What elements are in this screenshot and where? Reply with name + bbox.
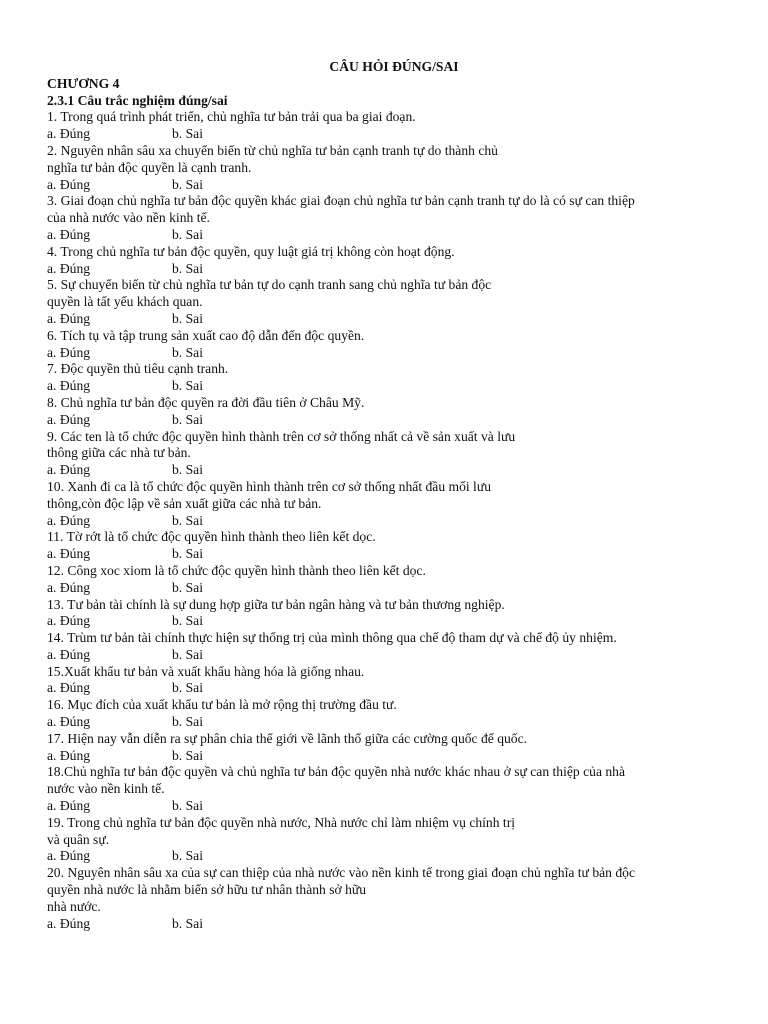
option-true: a. Đúng xyxy=(47,680,91,696)
question-text: 12. Công xoc xiom là tổ chức độc quyền hình thành theo liên kết dọc. xyxy=(47,562,426,578)
answer-options xyxy=(47,714,727,731)
option-true: a. Đúng xyxy=(47,176,91,192)
answer-options xyxy=(47,345,727,362)
option-false: b. Sai xyxy=(172,579,203,595)
question-item xyxy=(47,143,727,193)
answer-options xyxy=(47,177,727,194)
question-text: 6. Tích tụ và tập trung sản xuất cao độ dẫn đến độc quyền. xyxy=(47,327,365,343)
option-false: b. Sai xyxy=(172,411,203,427)
question-item xyxy=(47,244,727,278)
question-text: 17. Hiện nay vẫn diễn ra sự phân chia thế giới về lãnh thổ giữa các cường quốc đế quốc. xyxy=(47,730,528,746)
option-true: a. Đúng xyxy=(47,747,91,763)
question-item xyxy=(47,563,727,597)
option-false: b. Sai xyxy=(172,344,203,360)
document-page xyxy=(47,59,727,932)
answer-options xyxy=(47,311,727,328)
answer-options xyxy=(47,613,727,630)
question-item xyxy=(47,429,727,479)
question-item xyxy=(47,630,727,664)
option-true: a. Đúng xyxy=(47,579,91,595)
question-item xyxy=(47,361,727,395)
question-text: 14. Trùm tư bản tài chính thực hiện sự thống trị của mình thông qua chế độ tham dự và chế độ ủy nhiệm. xyxy=(47,630,617,646)
question-item xyxy=(47,479,727,529)
option-false: b. Sai xyxy=(172,680,203,696)
option-true: a. Đúng xyxy=(47,226,91,242)
question-text: 8. Chủ nghĩa tư bản độc quyền ra đời đầu tiên ở Châu Mỹ. xyxy=(47,394,365,410)
option-true: a. Đúng xyxy=(47,512,91,528)
question-text: 20. Nguyên nhân sâu xa của sự can thiệp của nhà nước vào nền kinh tế trong giai đoạn chủ nghĩa tư bản độc quyền nhà nước là nhằm biến sở hữu tư nhân thành sở hữu nhà nước. xyxy=(47,865,635,914)
question-item xyxy=(47,731,727,765)
section-heading: 2.3.1 Câu trắc nghiệm đúng/sai xyxy=(47,92,228,108)
question-text: 7. Độc quyền thủ tiêu cạnh tranh. xyxy=(47,361,229,377)
answer-options xyxy=(47,261,727,278)
question-item xyxy=(47,697,727,731)
question-text: 2. Nguyên nhân sâu xa chuyển biến từ chủ nghĩa tư bản cạnh tranh tự do thành chủ nghĩa tư bản độc quyền là cạnh tranh. xyxy=(47,142,498,175)
option-false: b. Sai xyxy=(172,546,203,562)
question-item xyxy=(47,664,727,698)
answer-options xyxy=(47,916,727,933)
question-text: 3. Giai đoạn chủ nghĩa tư bản độc quyền khác giai đoạn chủ nghĩa tư bản cạnh tranh tự do là có sự can thiệp của nhà nước vào nền kinh tế. xyxy=(47,193,635,226)
answer-options xyxy=(47,848,727,865)
question-item xyxy=(47,597,727,631)
question-item xyxy=(47,815,727,865)
question-text: 11. Tờ rớt là tổ chức độc quyền hình thành theo liên kết dọc. xyxy=(47,529,376,545)
option-false: b. Sai xyxy=(172,613,203,629)
option-false: b. Sai xyxy=(172,126,203,142)
answer-options xyxy=(47,748,727,765)
question-text: 13. Tư bản tài chính là sự dung hợp giữa tư bản ngân hàng và tư bản thương nghiệp. xyxy=(47,596,505,612)
answer-options xyxy=(47,647,727,664)
answer-options xyxy=(47,798,727,815)
question-text: 5. Sự chuyển biến từ chủ nghĩa tư bản tự do cạnh tranh sang chủ nghĩa tư bản độc quyền là tất yếu khách quan. xyxy=(47,277,492,310)
answer-options xyxy=(47,227,727,244)
answer-options xyxy=(47,580,727,597)
answer-options xyxy=(47,546,727,563)
option-false: b. Sai xyxy=(172,260,203,276)
chapter-heading: CHƯƠNG 4 xyxy=(47,75,120,91)
option-false: b. Sai xyxy=(172,462,203,478)
option-true: a. Đúng xyxy=(47,126,91,142)
question-text: 18.Chủ nghĩa tư bản độc quyền và chủ nghĩa tư bản độc quyền nhà nước khác nhau ở sự can thiệp của nhà nước vào nền kinh tế. xyxy=(47,764,625,797)
question-item xyxy=(47,277,727,327)
option-false: b. Sai xyxy=(172,310,203,326)
question-text: 15.Xuất khẩu tư bản và xuất khẩu hàng hóa là giống nhau. xyxy=(47,663,365,679)
option-false: b. Sai xyxy=(172,798,203,814)
option-false: b. Sai xyxy=(172,848,203,864)
option-true: a. Đúng xyxy=(47,546,91,562)
option-true: a. Đúng xyxy=(47,378,91,394)
question-item xyxy=(47,328,727,362)
question-text: 9. Các ten là tổ chức độc quyền hình thành trên cơ sở thống nhất cả về sản xuất và lưu thông giữa các nhà tư bản. xyxy=(47,428,516,461)
question-item xyxy=(47,395,727,429)
question-text: 10. Xanh đi ca là tổ chức độc quyền hình thành trên cơ sở thống nhất đầu mối lưu thông,còn độc lập về sản xuất giữa các nhà tư bản. xyxy=(47,478,492,511)
question-item xyxy=(47,865,727,932)
option-true: a. Đúng xyxy=(47,646,91,662)
option-false: b. Sai xyxy=(172,915,203,931)
option-true: a. Đúng xyxy=(47,411,91,427)
option-true: a. Đúng xyxy=(47,915,91,931)
option-false: b. Sai xyxy=(172,512,203,528)
option-true: a. Đúng xyxy=(47,714,91,730)
question-text: 19. Trong chủ nghĩa tư bản độc quyền nhà nước, Nhà nước chỉ làm nhiệm vụ chính trị và quân sự. xyxy=(47,814,516,847)
question-item xyxy=(47,529,727,563)
question-text: 1. Trong quá trình phát triển, chủ nghĩa tư bản trải qua ba giai đoạn. xyxy=(47,109,416,125)
option-false: b. Sai xyxy=(172,176,203,192)
question-item xyxy=(47,109,727,143)
answer-options xyxy=(47,126,727,143)
option-false: b. Sai xyxy=(172,226,203,242)
option-false: b. Sai xyxy=(172,747,203,763)
option-true: a. Đúng xyxy=(47,798,91,814)
option-true: a. Đúng xyxy=(47,613,91,629)
option-true: a. Đúng xyxy=(47,344,91,360)
option-true: a. Đúng xyxy=(47,462,91,478)
answer-options xyxy=(47,378,727,395)
option-true: a. Đúng xyxy=(47,310,91,326)
answer-options xyxy=(47,513,727,530)
answer-options xyxy=(47,462,727,479)
option-true: a. Đúng xyxy=(47,260,91,276)
question-list xyxy=(47,109,727,932)
answer-options xyxy=(47,412,727,429)
option-false: b. Sai xyxy=(172,646,203,662)
option-false: b. Sai xyxy=(172,378,203,394)
option-false: b. Sai xyxy=(172,714,203,730)
question-item xyxy=(47,764,727,814)
option-true: a. Đúng xyxy=(47,848,91,864)
document-title: CÂU HỎI ĐÚNG/SAI xyxy=(329,59,459,74)
question-item xyxy=(47,193,727,243)
question-text: 4. Trong chủ nghĩa tư bản độc quyền, quy luật giá trị không còn hoạt động. xyxy=(47,243,455,259)
question-text: 16. Mục đích của xuất khẩu tư bản là mở rộng thị trường đầu tư. xyxy=(47,697,397,713)
answer-options xyxy=(47,680,727,697)
